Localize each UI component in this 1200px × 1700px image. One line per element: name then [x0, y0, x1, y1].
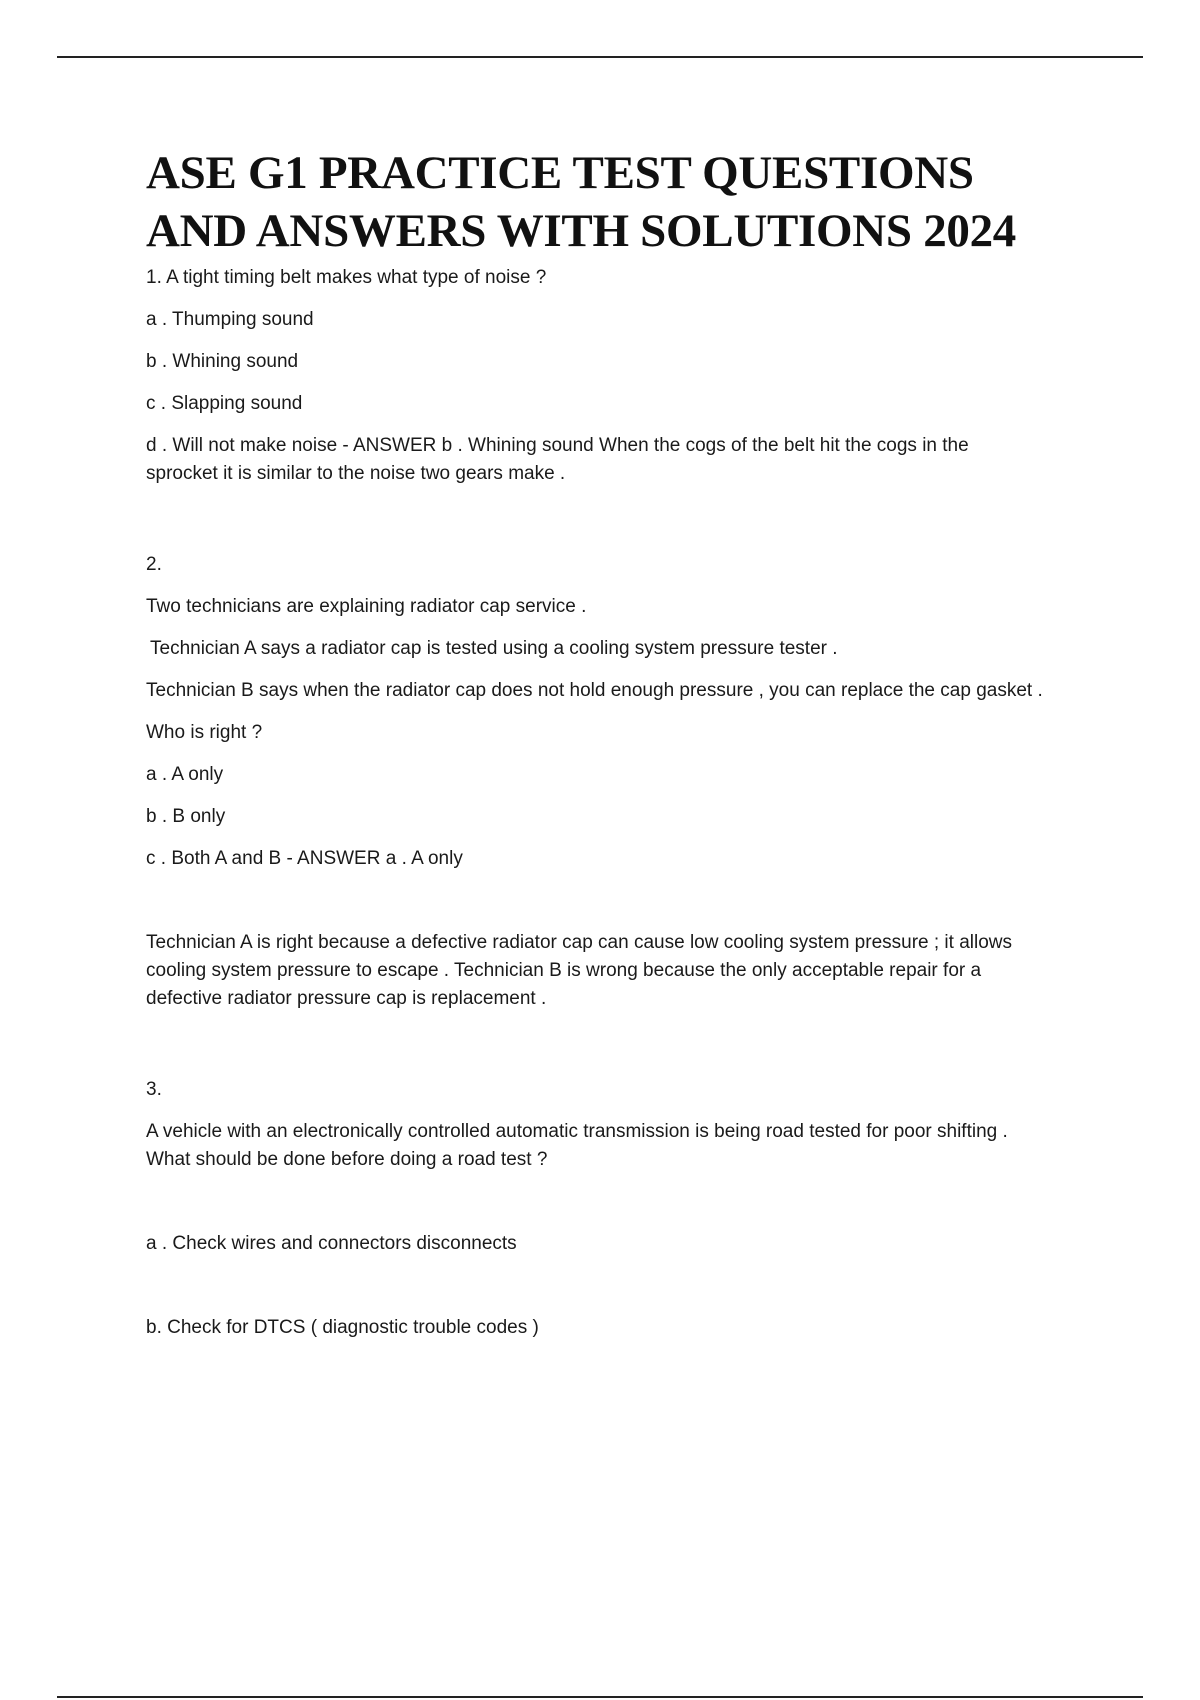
q3-question-line-2: What should be done before doing a road test ? — [146, 1149, 548, 1170]
q3-option-a: a . Check wires and connectors disconnects — [146, 1233, 517, 1254]
q1-option-d-line-2: sprocket it is similar to the noise two gears make . — [146, 463, 566, 484]
document-title — [146, 144, 1106, 260]
title-line-1: ASE G1 PRACTICE TEST QUESTIONS — [146, 147, 974, 199]
q1-question: 1. A tight timing belt makes what type of noise ? — [146, 267, 547, 288]
q2-option-c: c . Both A and B - ANSWER a . A only — [146, 848, 463, 869]
q3-option-b: b. Check for DTCS ( diagnostic trouble codes ) — [146, 1317, 539, 1338]
top-rule — [57, 56, 1143, 58]
q2-prompt: Who is right ? — [146, 722, 263, 743]
q1-option-c: c . Slapping sound — [146, 393, 303, 414]
document-body — [146, 144, 1106, 1342]
q2-explanation-line-3: defective radiator pressure cap is replacement . — [146, 988, 547, 1009]
q2-option-b: b . B only — [146, 806, 226, 827]
q1-option-b: b . Whining sound — [146, 351, 299, 372]
q2-explanation-line-2: cooling system pressure to escape . Technician B is wrong because the only acceptable repair for a — [146, 960, 982, 981]
q1-option-a: a . Thumping sound — [146, 309, 314, 330]
q3-question-line-1: A vehicle with an electronically controlled automatic transmission is being road tested for poor shifting . — [146, 1121, 1008, 1142]
bottom-rule — [57, 1696, 1143, 1698]
q2-technician-b: Technician B says when the radiator cap does not hold enough pressure , you can replace the cap gasket . — [146, 680, 1043, 701]
q3-number: 3. — [146, 1079, 162, 1100]
q2-explanation-line-1: Technician A is right because a defective radiator cap can cause low cooling system pressure ; it allows — [146, 932, 1013, 953]
q1-option-d-line-1: d . Will not make noise - ANSWER b . Whining sound When the cogs of the belt hit the cogs in the — [146, 435, 969, 456]
q2-option-a: a . A only — [146, 764, 224, 785]
q2-technician-a: Technician A says a radiator cap is tested using a cooling system pressure tester . — [150, 638, 838, 659]
q2-number: 2. — [146, 554, 162, 575]
title-line-2: AND ANSWERS WITH SOLUTIONS 2024 — [146, 205, 1016, 257]
q2-intro: Two technicians are explaining radiator cap service . — [146, 596, 587, 617]
